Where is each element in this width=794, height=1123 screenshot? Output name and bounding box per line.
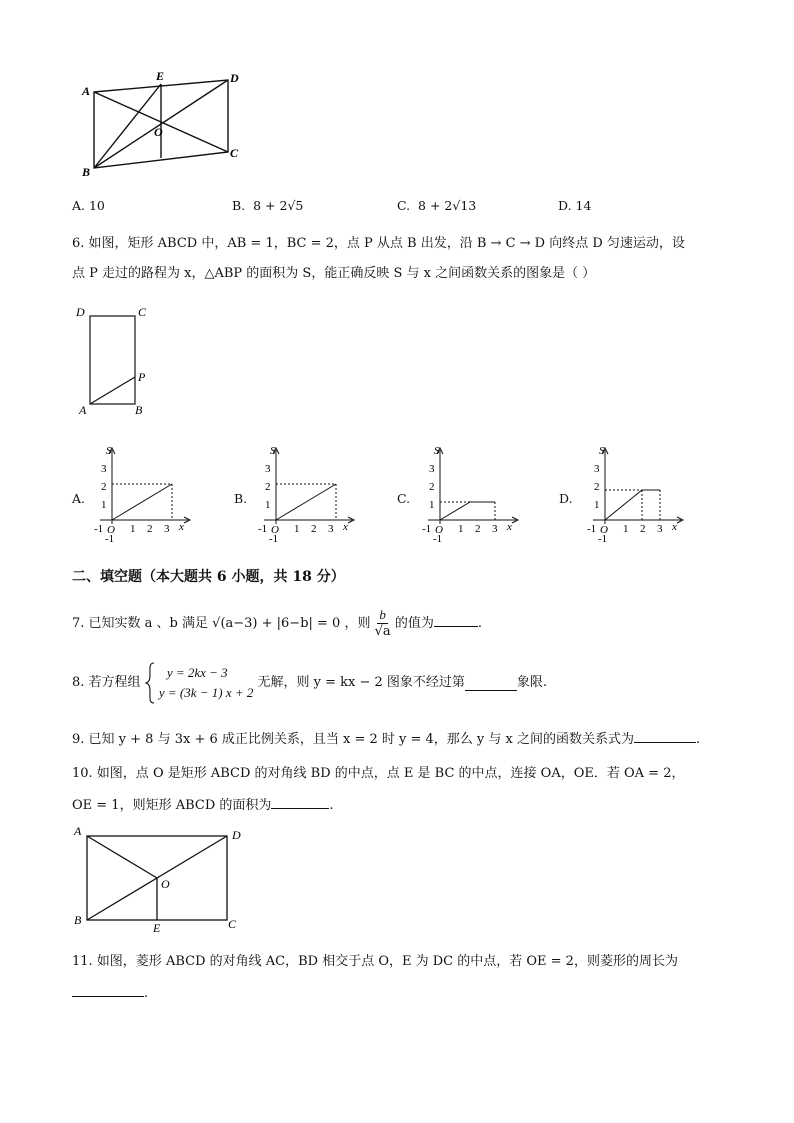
graph-b-xtick-2: 2 <box>311 523 317 535</box>
q5-option-c <box>397 198 476 213</box>
graph-a-x-label: x <box>179 521 184 533</box>
graph-d-ytick-2: 2 <box>594 481 600 493</box>
graph-b-origin: O <box>271 524 279 536</box>
q11-line1: 11. 如图，菱形 ABCD 的对角线 AC，BD 相交于点 O，E 为 DC 的中点，若 OE = 2，则菱形的周长为 <box>72 954 678 969</box>
graph-a-ytick-3: 3 <box>101 463 107 475</box>
q7-end: . <box>477 616 482 631</box>
graph-a-ytick-2: 2 <box>101 481 107 493</box>
q7-post: 的值为 <box>394 616 434 631</box>
q6-graph-option-b-label: B. <box>234 491 248 506</box>
q5-option-a: A. 10 <box>72 198 105 213</box>
q8-post: 无解，则 y = kx − 2 图象不经过第 <box>257 675 465 690</box>
q9-end: . <box>696 732 701 747</box>
graph-a-neg-y: -1 <box>105 533 115 544</box>
q7-mid: ，则 <box>344 616 371 631</box>
q10-answer-blank[interactable] <box>271 794 329 809</box>
q11-end: . <box>144 986 149 1001</box>
q5-figure <box>70 62 250 182</box>
q7-answer-blank[interactable] <box>434 612 478 627</box>
q6-graph-b <box>256 444 366 544</box>
q6-label-A: A <box>79 403 87 417</box>
q10-end: . <box>329 798 334 813</box>
q7-pre: 7. 已知实数 a 、b 满足 <box>72 616 209 631</box>
graph-c-ytick-1: 1 <box>429 499 435 511</box>
q10-label-C: C <box>228 917 237 931</box>
graph-d-xtick-3: 3 <box>657 523 663 535</box>
q8-system <box>159 663 254 703</box>
q5-label-A: A <box>82 84 91 98</box>
graph-b-ytick-1: 1 <box>265 499 271 511</box>
graph-c-x-label: x <box>507 521 512 533</box>
q6-rectangle-figure <box>72 300 162 420</box>
graph-a-xtick-3: 3 <box>164 523 170 535</box>
q7-frac-den: √a <box>374 624 391 639</box>
graph-a-xtick-1: 1 <box>130 523 136 535</box>
brace-icon <box>145 662 155 704</box>
graph-c-ytick-3: 3 <box>429 463 435 475</box>
graph-b-xtick-3: 3 <box>328 523 334 535</box>
q5-option-d: D. 14 <box>558 198 592 213</box>
q8 <box>72 662 547 704</box>
q7-expr: √(a−3) + |6−b| = 0 <box>212 616 341 631</box>
graph-b-neg-y: -1 <box>269 533 279 544</box>
graph-c-xtick-1: 1 <box>458 523 464 535</box>
q7-fraction <box>375 607 391 640</box>
q10-figure <box>68 822 258 934</box>
graph-d-ytick-3: 3 <box>594 463 600 475</box>
q6-line2: 点 P 走过的路程为 x，△ABP 的面积为 S，能正确反映 S 与 x 之间函数关系的图象是（ ） <box>72 266 596 281</box>
graph-a-xtick-2: 2 <box>147 523 153 535</box>
graph-d-xtick-1: 1 <box>623 523 629 535</box>
q8-end: 象限. <box>516 675 548 690</box>
q6-graph-option-d-label: D. <box>559 491 573 506</box>
graph-b-xtick-1: 1 <box>294 523 300 535</box>
graph-b-ytick-2: 2 <box>265 481 271 493</box>
q6-label-B: B <box>135 403 143 417</box>
q8-answer-blank[interactable] <box>465 676 517 691</box>
q7-frac-num: b <box>379 607 386 622</box>
q9 <box>72 728 700 750</box>
graph-a-origin: O <box>107 524 115 536</box>
graph-b-ytick-3: 3 <box>265 463 271 475</box>
graph-c-ytick-2: 2 <box>429 481 435 493</box>
graph-c-y-label: S <box>434 445 440 457</box>
graph-c-neg-y: -1 <box>433 533 443 544</box>
q5-option-c-prefix: C. <box>397 198 411 213</box>
q10-label-A: A <box>74 824 82 838</box>
q5-option-b-expr: 8 + 2√5 <box>253 198 304 213</box>
graph-c-neg: -1 <box>422 523 432 535</box>
q10-line2-wrap <box>72 794 334 816</box>
graph-d-origin: O <box>600 524 608 536</box>
q9-answer-blank[interactable] <box>634 728 696 743</box>
q5-label-E: E <box>156 69 165 83</box>
graph-b-x-label: x <box>343 521 348 533</box>
q5-label-C: C <box>230 146 239 160</box>
graph-b-neg: -1 <box>258 523 268 535</box>
graph-a-y-label: S <box>106 445 112 457</box>
q9-text: 9. 已知 y + 8 与 3x + 6 成正比例关系，且当 x = 2 时 y = 4，那么 y 与 x 之间的函数关系式为 <box>72 732 635 747</box>
q8-pre: 8. 若方程组 <box>72 675 141 690</box>
graph-c-origin: O <box>435 524 443 536</box>
q6-graph-c <box>420 444 530 544</box>
q10-label-E: E <box>153 921 161 934</box>
q6-graph-a <box>92 444 202 544</box>
graph-d-x-label: x <box>672 521 677 533</box>
q10-label-B: B <box>74 913 82 927</box>
graph-b-y-label: S <box>270 445 276 457</box>
q6-label-P: P <box>138 370 146 384</box>
graph-d-xtick-2: 2 <box>640 523 646 535</box>
q5-option-c-expr: 8 + 2√13 <box>418 198 477 213</box>
graph-c-xtick-3: 3 <box>492 523 498 535</box>
q6-graph-option-a-label: A. <box>72 491 86 506</box>
q8-eq2: y = (3k − 1) x + 2 <box>158 685 254 700</box>
graph-d-y-label: S <box>599 445 605 457</box>
q5-option-b <box>232 198 303 213</box>
q5-option-b-prefix: B. <box>232 198 246 213</box>
graph-d-ytick-1: 1 <box>594 499 600 511</box>
q6-label-D: D <box>76 305 85 319</box>
section-title: 二、填空题（本大题共 6 小题，共 18 分） <box>72 569 345 585</box>
graph-d-neg: -1 <box>587 523 597 535</box>
q6-graph-option-c-label: C. <box>397 491 411 506</box>
q10-line1: 10. 如图，点 O 是矩形 ABCD 的对角线 BD 的中点，点 E 是 BC 的中点，连接 OA，OE．若 OA = 2， <box>72 766 685 781</box>
graph-c-xtick-2: 2 <box>475 523 481 535</box>
q10-label-D: D <box>232 828 241 842</box>
q5-label-D: D <box>230 71 239 85</box>
q6-line1: 6. 如图，矩形 ABCD 中，AB = 1，BC = 2，点 P 从点 B 出发，沿 B → C → D 向终点 D 匀速运动，设 <box>72 236 685 251</box>
q6-label-C: C <box>138 305 147 319</box>
q5-label-B: B <box>82 165 91 179</box>
q5-label-O: O <box>154 125 163 139</box>
graph-a-neg: -1 <box>94 523 104 535</box>
q11-answer-blank[interactable] <box>72 982 144 997</box>
q10-label-O: O <box>161 877 170 891</box>
q11-line2 <box>72 982 148 1004</box>
graph-a-ytick-1: 1 <box>101 499 107 511</box>
q10-line2: OE = 1，则矩形 ABCD 的面积为 <box>72 798 272 813</box>
q8-eq1: y = 2kx − 3 <box>166 665 228 680</box>
graph-d-neg-y: -1 <box>598 533 608 544</box>
q7 <box>72 606 482 642</box>
q6-graph-d <box>585 444 695 544</box>
